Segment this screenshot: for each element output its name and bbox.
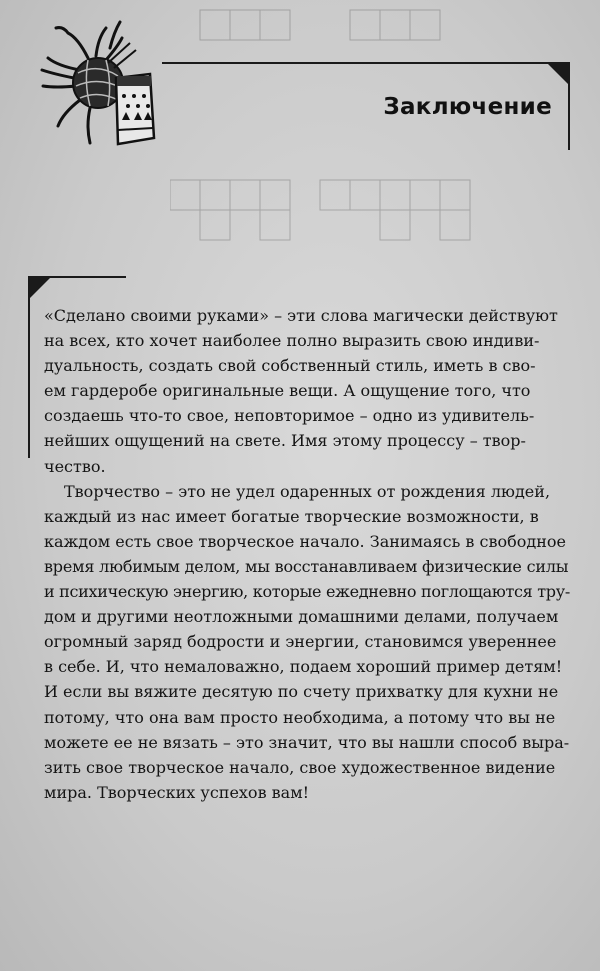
text-line: мира. Творческих успехов вам! xyxy=(44,782,310,802)
text-line: создаешь что-то свое, неповторимое – одно из удивитель- xyxy=(44,406,535,426)
text-line: огромный заряд бодрости и энергии, становимся увереннее xyxy=(44,632,557,652)
text-line: каждом есть свое творческое начало. Занимаясь в свободное xyxy=(44,531,566,551)
text-line: потому, что она вам просто необходима, а потому что вы не xyxy=(44,707,556,727)
text-bracket-vertical xyxy=(28,276,30,458)
text-line: ем гардеробе оригинальные вещи. А ощущение того, что xyxy=(44,381,531,401)
text-line: чество. xyxy=(44,456,106,476)
chapter-title: Заключение xyxy=(383,94,552,120)
text-line: на всех, кто хочет наиболее полно выразить свою индиви- xyxy=(44,331,540,351)
text-line: и психическую энергию, которые ежедневно поглощаются тру- xyxy=(44,582,570,602)
text-line: зить свое творческое начало, свое художественное видение xyxy=(44,757,556,777)
paragraph-2 xyxy=(44,479,572,805)
text-line: каждый из нас имеет богатые творческие возможности, в xyxy=(44,506,539,526)
header-rule xyxy=(162,62,570,64)
text-line: дом и другими неотложными домашними делами, получаем xyxy=(44,607,559,627)
body-text xyxy=(44,303,572,805)
text-line: дуальность, создать свой собственный стиль, иметь в сво- xyxy=(44,356,536,376)
text-corner-triangle xyxy=(30,278,50,298)
text-line: Творчество – это не удел одаренных от рождения людей, xyxy=(64,481,551,501)
header-rule-vertical xyxy=(568,62,570,150)
text-line: в себе. И, что немаловажно, подаем хороший пример детям! xyxy=(44,657,563,677)
text-line: нейших ощущений на свете. Имя этому процессу – твор- xyxy=(44,431,526,451)
text-line: можете ее не вязать – это значит, что вы нашли способ выра- xyxy=(44,732,570,752)
text-line: время любимым делом, мы восстанавливаем физические силы xyxy=(44,556,569,576)
header-corner-triangle xyxy=(548,64,568,84)
paragraph-1 xyxy=(44,303,572,479)
text-line: «Сделано своими руками» – эти слова магически действуют xyxy=(44,306,558,325)
text-line: И если вы вяжите десятую по счету прихватку для кухни не xyxy=(44,682,559,702)
sun-yarn-ball-knitting-icon xyxy=(18,8,168,158)
background-grid-pattern xyxy=(170,0,510,250)
